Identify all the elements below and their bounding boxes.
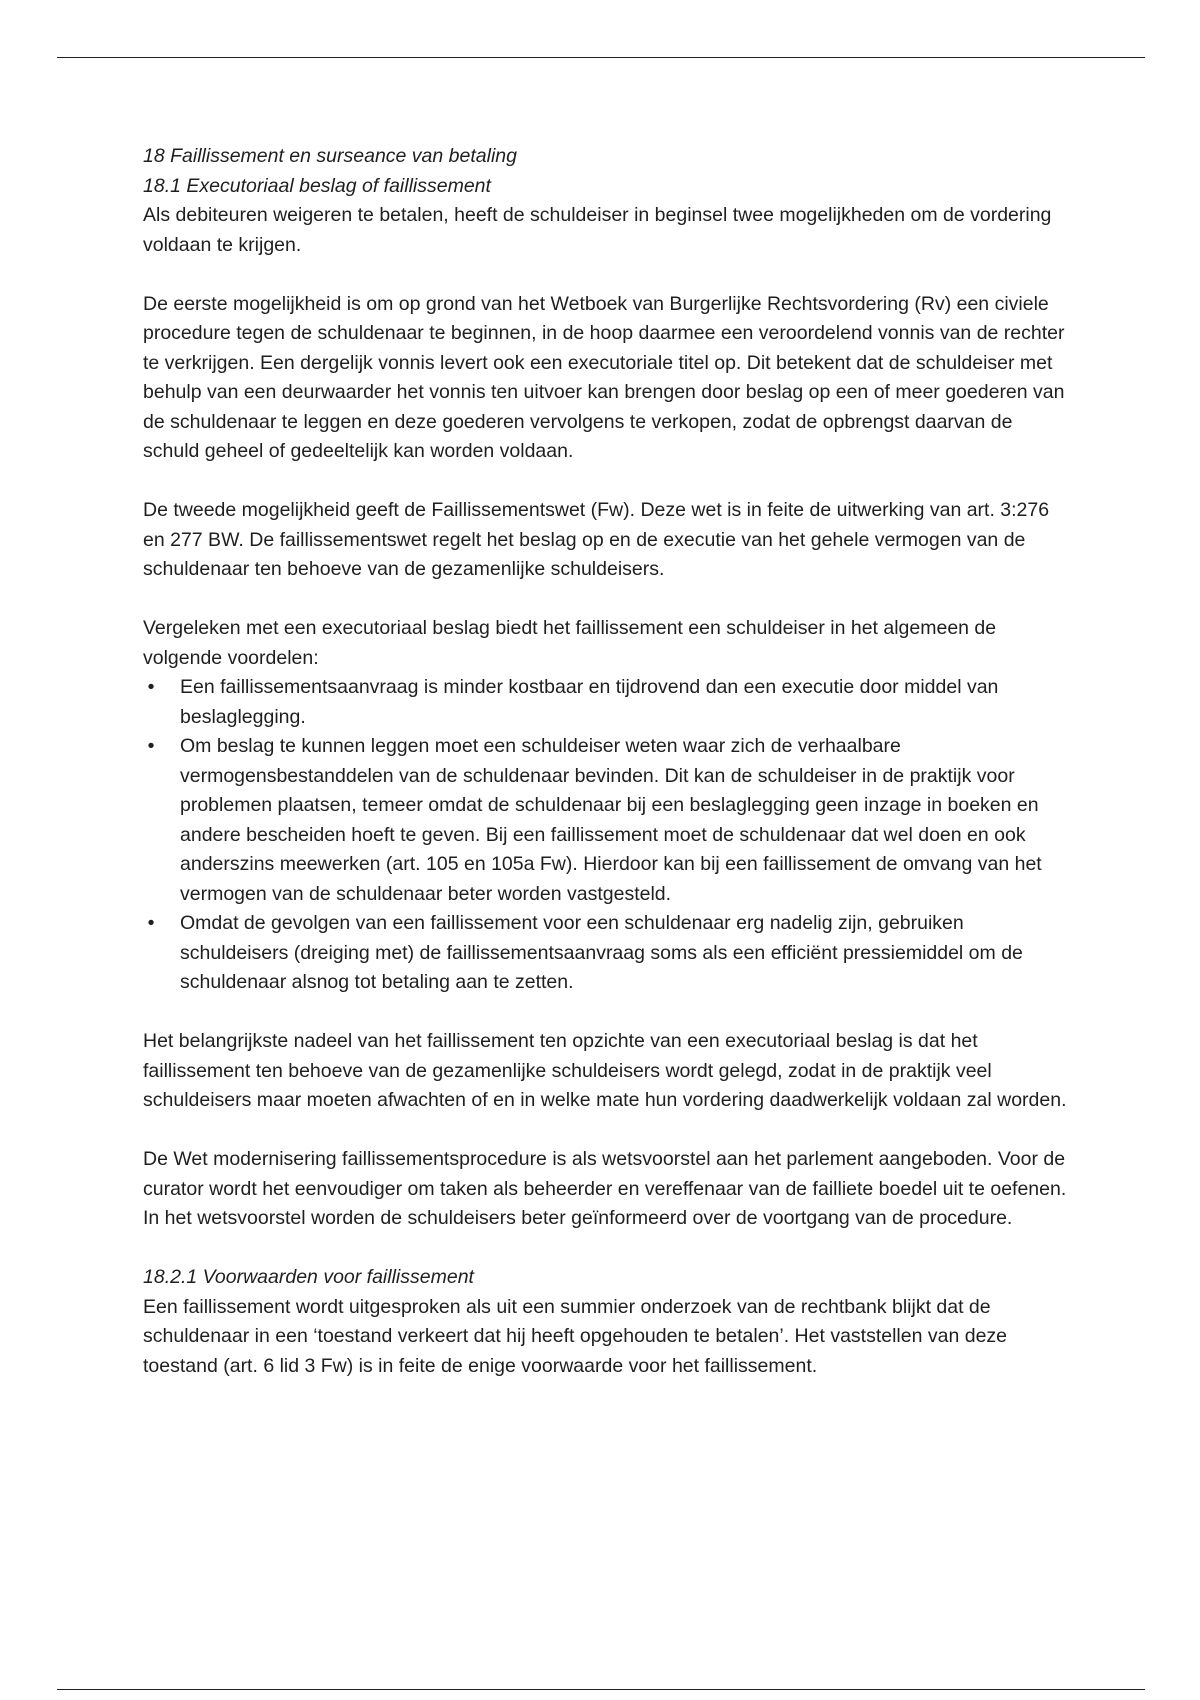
bottom-rule: [57, 1689, 1145, 1690]
list-item-text: Omdat de gevolgen van een faillissement voor een schuldenaar erg nadelig zijn, gebruiken schuldeisers (dreiging met) de faillissementsaanvraag soms als een efficiënt pressiemiddel om de schuldenaar alsnog tot betaling aan te zetten.: [180, 912, 1023, 993]
paragraph-conditions: Een faillissement wordt uitgesproken als uit een summier onderzoek van de rechtbank blijkt dat de schuldenaar in een ‘toestand verkeert dat hij heeft opgehouden te betalen’. Het vaststellen van deze toestand (art. 6 lid 3 Fw) is in feite de enige voorwaarde voor het faillissement.: [143, 1295, 1008, 1377]
paragraph-first-option: De eerste mogelijkheid is om op grond van het Wetboek van Burgerlijke Rechtsvordering (Rv) een civiele procedure tegen de schuldenaar te beginnen, in de hoop daarmee een veroordelend vonnis van de rechter te verkrijgen. Een dergelijk vonnis levert ook een executoriale titel op. Dit betekent dat de schuldeiser met behulp van een deurwaarder het vonnis ten uitvoer kan brengen door beslag op een of meer goederen van de schuldenaar te leggen en deze goederen vervolgens te verkopen, zodat de opbrengst daarvan de schuld geheel of gedeeltelijk kan worden voldaan.: [143, 292, 1065, 462]
bullet-icon: •: [147, 676, 155, 698]
paragraph-gap: [143, 585, 1073, 615]
advantages-list: [143, 673, 1073, 998]
list-item: [143, 909, 1073, 998]
list-item: [143, 732, 1073, 909]
paragraph-advantages-intro: Vergeleken met een executoriaal beslag biedt het faillissement een schuldeiser in het algemeen de volgende voordelen:: [143, 617, 997, 669]
bullet-icon: •: [147, 735, 155, 757]
bullet-icon: •: [147, 912, 155, 934]
chapter-heading: 18 Faillissement en surseance van betaling: [143, 145, 517, 167]
paragraph-gap: [143, 467, 1073, 497]
subsection-heading: 18.2.1 Voorwaarden voor faillissement: [143, 1266, 474, 1288]
paragraph-gap: [143, 1116, 1073, 1146]
top-rule: [57, 57, 1145, 58]
paragraph-second-option: De tweede mogelijkheid geeft de Faillissementswet (Fw). Deze wet is in feite de uitwerking van art. 3:276 en 277 BW. De faillissementswet regelt het beslag op en de executie van het gehele vermogen van de schuldenaar ten behoeve van de gezamenlijke schuldeisers.: [143, 499, 1050, 580]
paragraph-gap: [143, 260, 1073, 290]
list-item-text: Een faillissementsaanvraag is minder kostbaar en tijdrovend dan een executie door middel van beslaglegging.: [180, 676, 999, 728]
paragraph-intro: Als debiteuren weigeren te betalen, heeft de schuldeiser in beginsel twee mogelijkheden om de vordering voldaan te krijgen.: [143, 204, 1052, 256]
paragraph-disadvantage: Het belangrijkste nadeel van het faillissement ten opzichte van een executoriaal beslag is dat het faillissement ten behoeve van de gezamenlijke schuldeisers wordt gelegd, zodat in de praktijk veel schuldeisers maar moeten afwachten of en in welke mate hun vordering daadwerkelijk voldaan zal worden.: [143, 1030, 1067, 1111]
document-body: [143, 142, 1073, 1381]
paragraph-gap: [143, 1234, 1073, 1264]
list-item: [143, 673, 1073, 732]
paragraph-modernisation: De Wet modernisering faillissementsprocedure is als wetsvoorstel aan het parlement aangeboden. Voor de curator wordt het eenvoudiger om taken als beheerder en vereffenaar van de failliete boedel uit te oefenen. In het wetsvoorstel worden de schuldeisers beter geïnformeerd over de voortgang van de procedure.: [143, 1148, 1067, 1229]
list-item-text: Om beslag te kunnen leggen moet een schuldeiser weten waar zich de verhaalbare vermogensbestanddelen van de schuldenaar bevinden. Dit kan de schuldeiser in de praktijk voor problemen plaatsen, temeer omdat de schuldenaar bij een beslaglegging geen inzage in boeken en andere bescheiden hoeft te geven. Bij een faillissement moet de schuldenaar dat wel doen en ook anderszins meewerken (art. 105 en 105a Fw). Hierdoor kan bij een faillissement de omvang van het vermogen van de schuldenaar beter worden vastgesteld.: [180, 735, 1042, 905]
section-heading: 18.1 Executoriaal beslag of faillissement: [143, 174, 491, 197]
paragraph-gap: [143, 998, 1073, 1028]
